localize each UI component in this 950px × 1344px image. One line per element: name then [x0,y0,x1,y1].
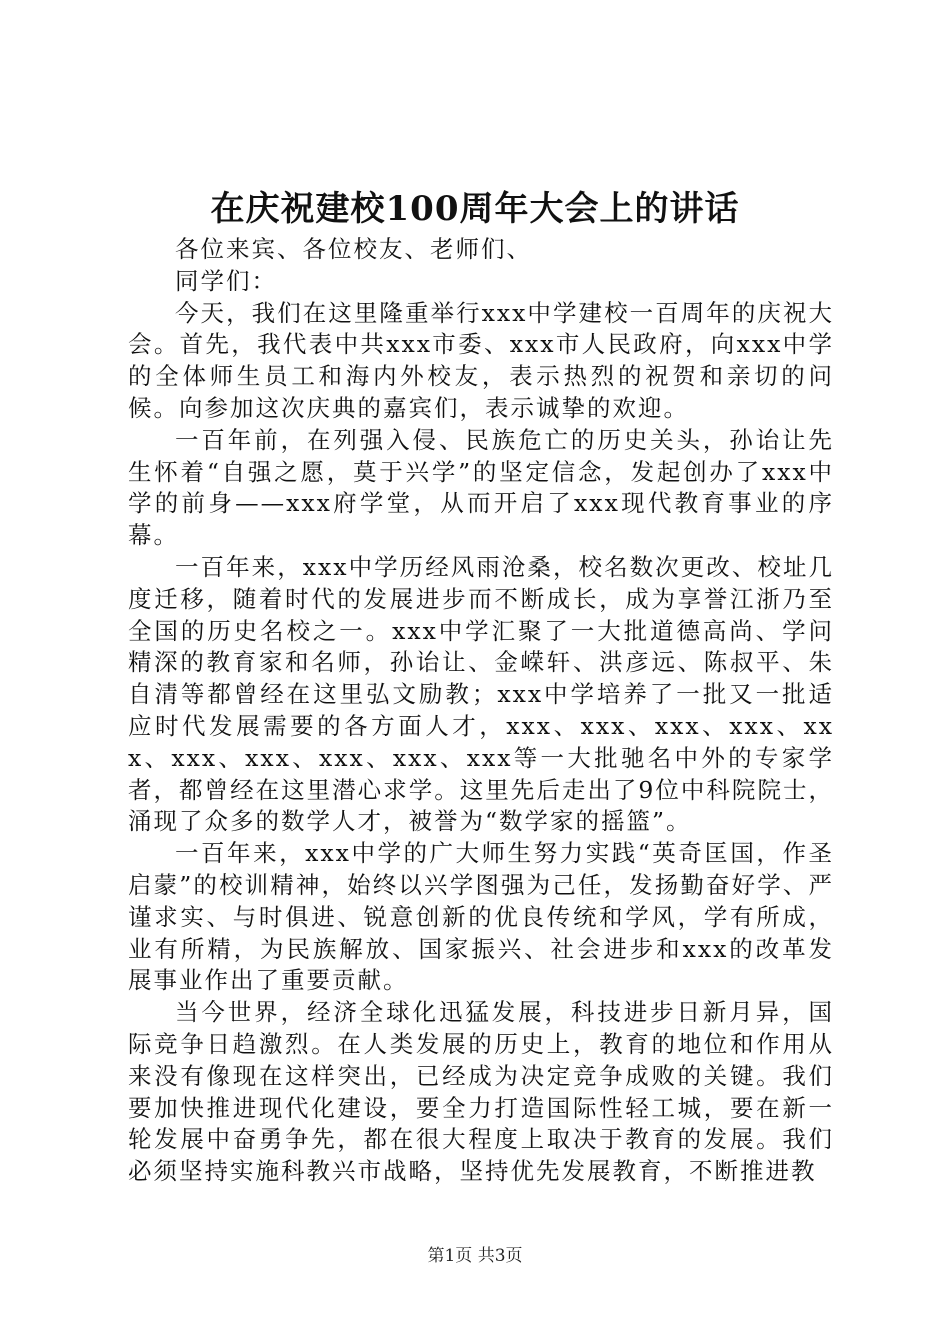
salutation-line: 各位来宾、各位校友、老师们、 [175,235,532,263]
document-title: 在庆祝建校100周年大会上的讲话 [210,189,740,229]
body-paragraph: 一百年前，在列强入侵、民族危亡的历史关头，孙诒让先生怀着“自强之愿，莫于兴学”的坚定信念，发起创办了xxx中学的前身——xxx府学堂，从而开启了xxx现代教育事业的序幕。 [128,425,834,550]
document-body [128,234,834,1188]
body-paragraph: 一百年来，xxx中学历经风雨沧桑，校名数次更改、校址几度迁移，随着时代的发展进步而不断成长，成为享誉江浙乃至全国的历史名校之一。xxx中学汇聚了一大批道德高尚、学问精深的教育家和名师，孙诒让、金嵘轩、洪彦远、陈叔平、朱自清等都曾经在这里弘文励教；xxx中学培养了一批又一批适应时代发展需要的各方面人才，xxx、xxx、xxx、xxx、xxx、xxx、xxx、xxx、xxx、xxx等一大批驰名中外的专家学者，都曾经在这里潜心求学。这里先后走出了9位中科院院士，涌现了众多的数学人才，被誉为“数学家的摇篮”。 [128,552,834,836]
body-paragraph: 当今世界，经济全球化迅猛发展，科技进步日新月异，国际竞争日趋激烈。在人类发展的历史上，教育的地位和作用从来没有像现在这样突出，已经成为决定竞争成败的关键。我们要加快推进现代化建设，要全力打造国际性轻工城，要在新一轮发展中奋勇争先，都在很大程度上取决于教育的发展。我们必须坚持实施科教兴市战略，坚持优先发展教育，不断推进教 [128,998,834,1186]
page-number-footer: 第1页 共3页 [427,1246,523,1266]
body-paragraph: 一百年来，xxx中学的广大师生努力实践“英奇匡国，作圣启蒙”的校训精神，始终以兴学图强为己任，发扬勤奋好学、严谨求实、与时俱进、锐意创新的优良传统和学风，学有所成，业有所精，为民族解放、国家振兴、社会进步和xxx的改革发展事业作出了重要贡献。 [128,839,834,995]
salutation-line: 同学们： [175,266,277,295]
body-paragraph: 今天，我们在这里隆重举行xxx中学建校一百周年的庆祝大会。首先，我代表中共xxx市委、xxx市人民政府，向xxx中学的全体师生员工和海内外校友，表示热烈的祝贺和亲切的问候。向参加这次庆典的嘉宾们，表示诚挚的欢迎。 [128,298,834,422]
